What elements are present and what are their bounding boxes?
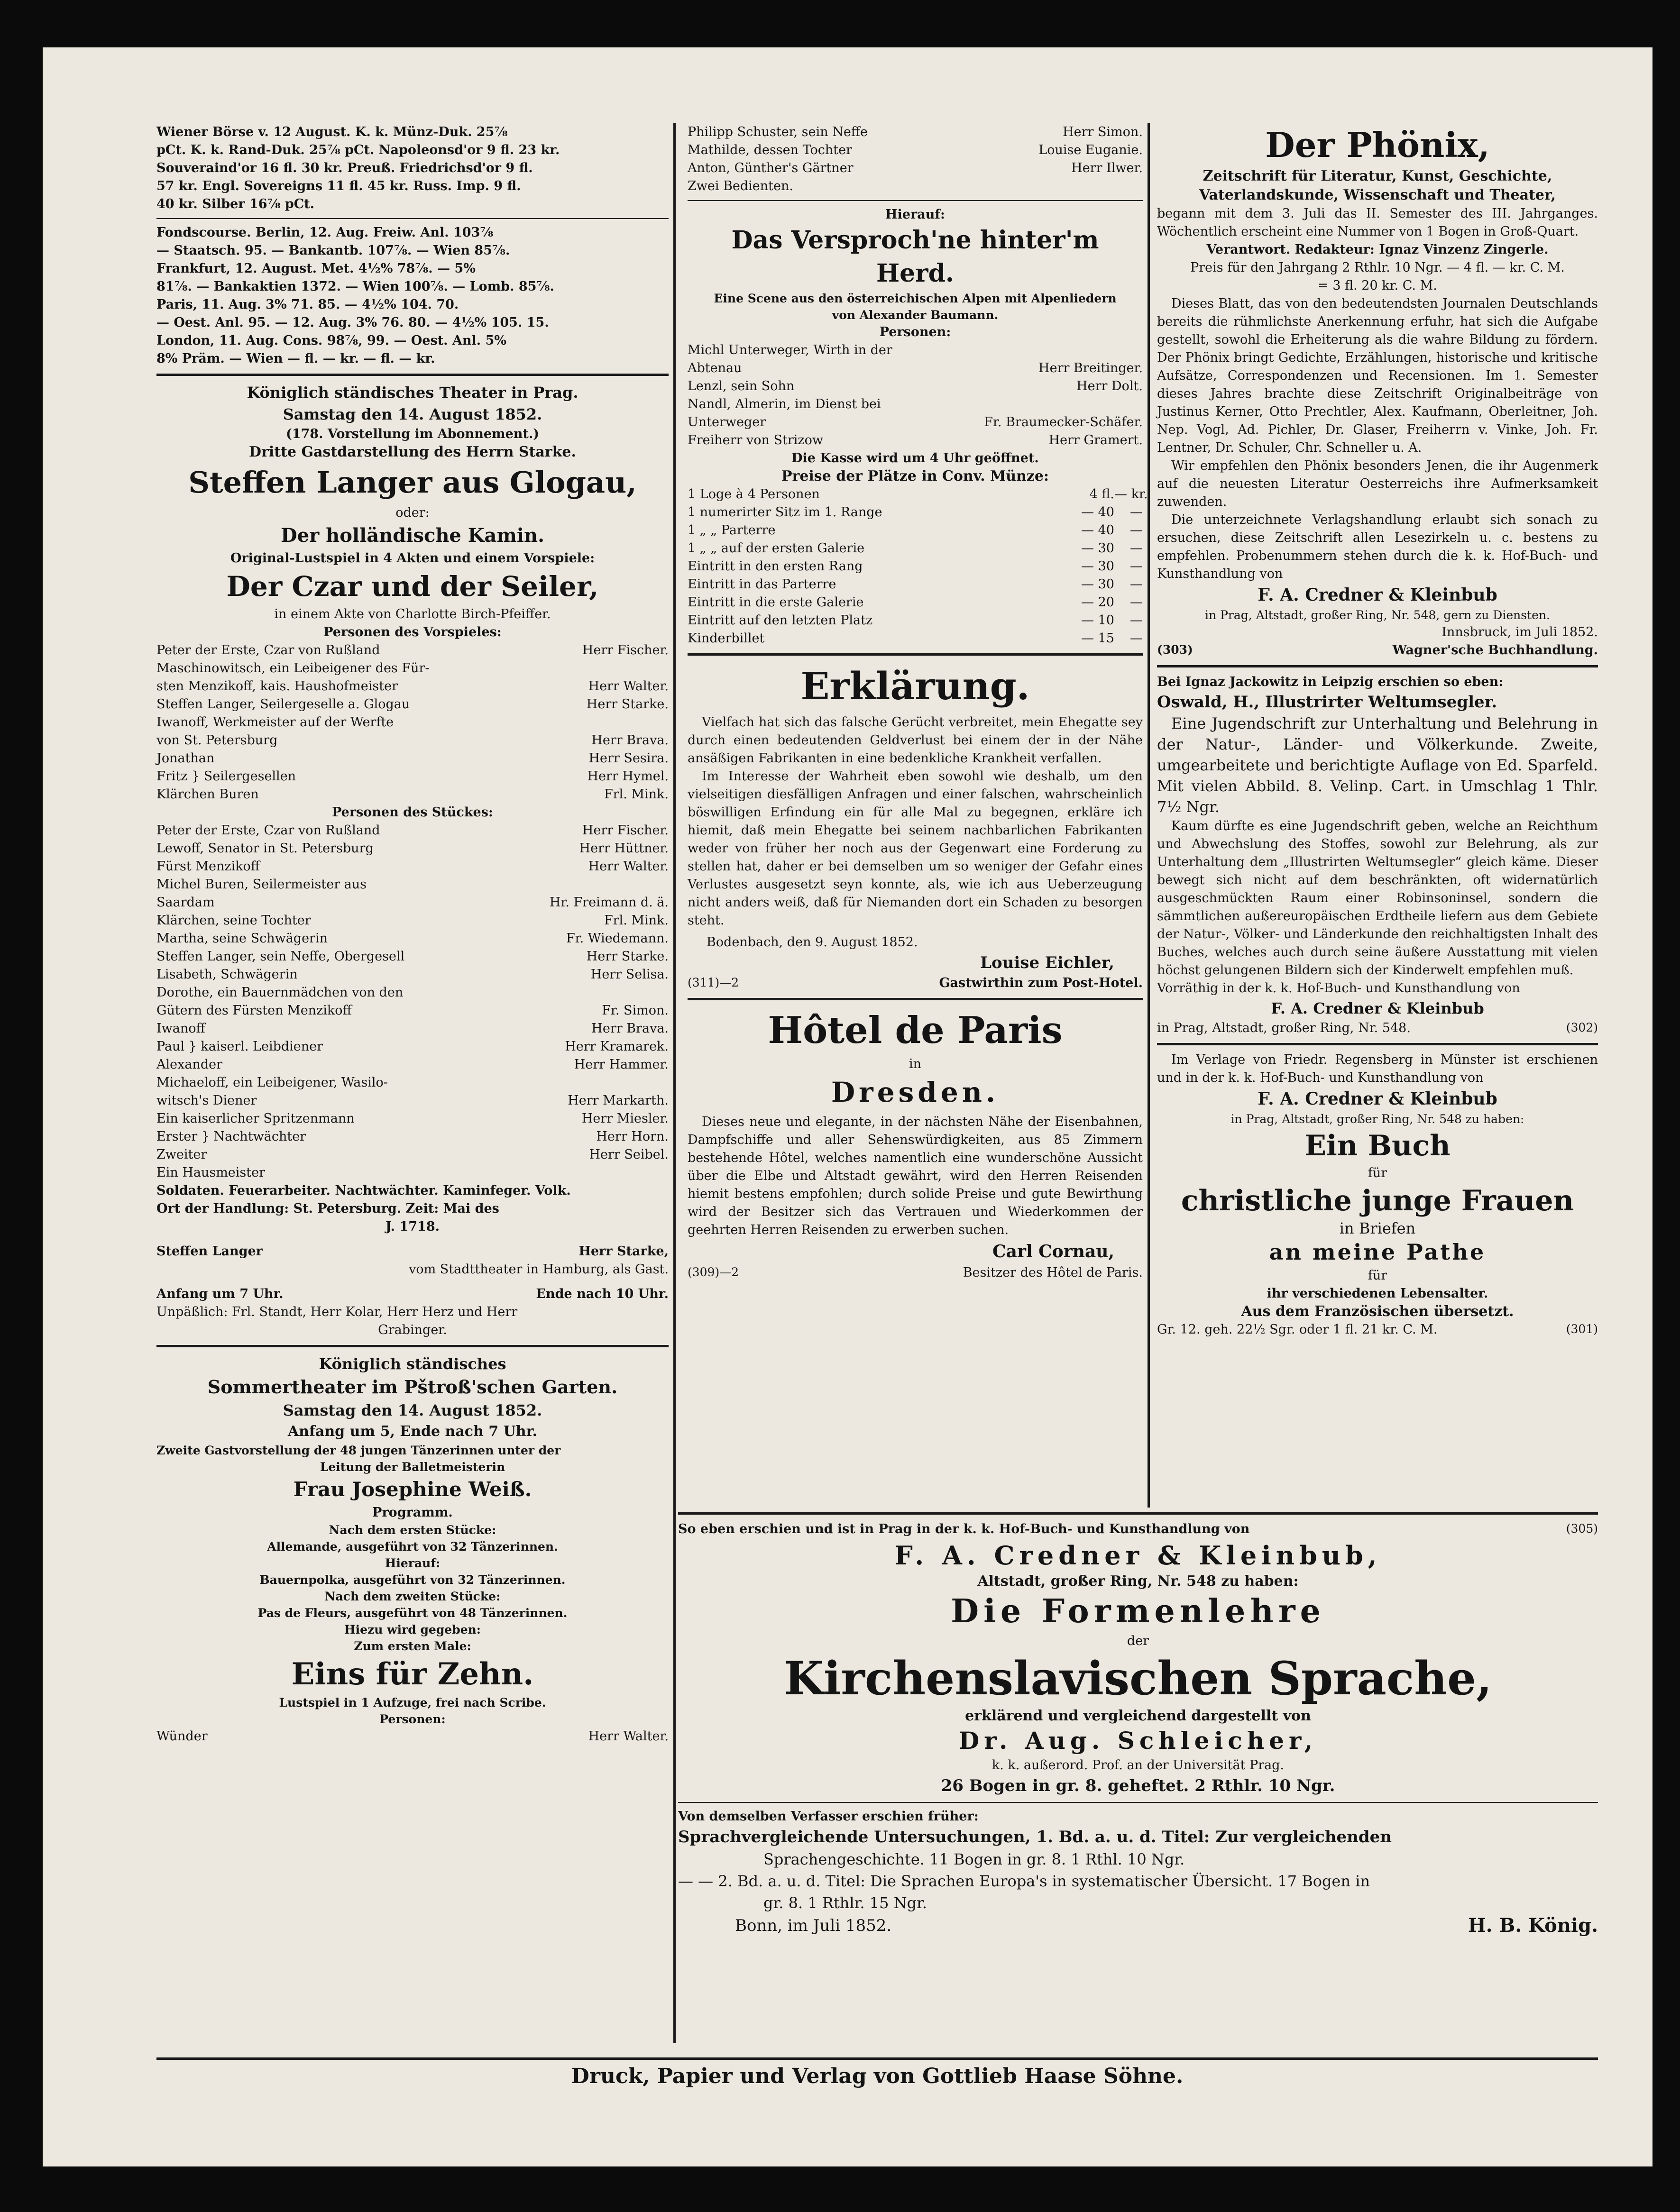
preis-line-2: = 3 fl. 20 kr. C. M. [1318, 278, 1437, 293]
fonds-line: Frankfurt, 12. August. Met. 4½% 78⅞. — 5% [156, 261, 476, 276]
cast-row: Klärchen Buren Frl. Mink. [156, 787, 669, 802]
preis-line: Preis für den Jahrgang 2 Rthlr. 10 Ngr. — 4 fl. — kr. C. M. [1190, 260, 1565, 275]
soldaten-line: Soldaten. Feuerarbeiter. Nachtwächter. Kaminfeger. Volk. [156, 1183, 571, 1198]
cast-row: Martha, seine Schwägerin Fr. Wiedemann. [156, 931, 669, 946]
christliche-title: christliche junge Frauen [1181, 1184, 1574, 1217]
zweite-line-2: Leitung der Balletmeisterin [320, 1460, 505, 1474]
boerse-section [156, 123, 669, 213]
phoenix-intro: begann mit dem 3. Juli das II. Semester des III. Jahrganges. Wöchentlich erscheint eine Nummer von 1 Bogen in Groß-Quart. [1157, 206, 1598, 239]
theater-date: Samstag den 14. August 1852. [283, 405, 542, 423]
erklaerend-line: erklärend und vergleichend dargestellt von [965, 1708, 1311, 1724]
cast-row: Steffen Langer Herr Starke, [156, 1244, 669, 1259]
cast-row: Erster } Nachtwächter Herr Horn. [156, 1129, 669, 1144]
divider [678, 1802, 1598, 1803]
price-row: 1 „ „ auf der ersten Galerie — 30 — [688, 541, 1143, 556]
fonds-line: — Staatsch. 95. — Bankantb. 107⅞. — Wien 85⅞. [156, 243, 510, 258]
cast-row: Iwanoff, Werkmeister auf der Werfte [156, 715, 394, 730]
programm-line: Nach dem zweiten Stücke: [324, 1590, 501, 1603]
play-title: Steffen Langer aus Glogau, [188, 465, 637, 500]
bogen-line: 26 Bogen in gr. 8. geheftet. 2 Rthlr. 10 Ngr. [941, 1776, 1335, 1795]
in-briefen: in Briefen [1339, 1219, 1416, 1237]
publisher-address: in Prag, Altstadt, großer Ring, Nr. 548 zu haben: [1230, 1112, 1524, 1126]
cast-row: Wünder Herr Walter. [156, 1729, 669, 1744]
programm-line: Pas de Fleurs, ausgeführt von 48 Tänzerinnen. [257, 1606, 568, 1620]
sommer-heading-2: Sommertheater im Pštroß'schen Garten. [207, 1376, 618, 1398]
fonds-line: Fondscourse. Berlin, 12. Aug. Freiw. Anl. 103⅞ [156, 225, 494, 240]
cast-row: Peter der Erste, Czar von Rußland Herr Fischer. [156, 823, 669, 838]
sommer-heading: Königlich ständisches [319, 1355, 506, 1373]
der-text: der [1127, 1634, 1149, 1648]
fonds-line: 81⅞. — Bankaktien 1372. — Wien 100⅞. — Lomb. 85⅞. [156, 279, 554, 294]
price-row: Eintritt auf den letzten Platz — 10 — [688, 613, 1143, 628]
phoenix-paragraph: Wir empfehlen den Phönix besonders Jenen, die ihr Augenmerk auf die neuesten Literatur Oesterreichs ihre Aufmerksamkeit zuwenden. [1157, 458, 1598, 509]
fuer-text: für [1368, 1166, 1387, 1180]
publisher-name: F. A. Credner & Kleinbub [1271, 999, 1484, 1017]
cast-row: von St. Petersburg Herr Brava. [156, 733, 669, 748]
fonds-line: London, 11. Aug. Cons. 98⅞, 99. — Oest. Anl. 5% [156, 333, 507, 348]
hierauf-text: Hierauf: [885, 207, 945, 222]
price-row: 1 numerirter Sitz im 1. Range — 40 — [688, 505, 1143, 520]
sommer-date: Samstag den 14. August 1852. [283, 1401, 542, 1419]
publisher-name: F. A. Credner & Kleinbub, [894, 1540, 1382, 1571]
cast-row: Paul } kaiserl. Leibdiener Herr Kramarek. [156, 1039, 669, 1054]
ein-buch-title: Ein Buch [1304, 1129, 1450, 1162]
cast-row: Nandl, Almerin, im Dienst bei [688, 397, 881, 411]
frueher-line: Von demselben Verfasser erschien früher: [678, 1809, 979, 1824]
cast-row: Steffen Langer, sein Neffe, Obergesell Herr Starke. [156, 949, 669, 964]
zweite-line: Zweite Gastvorstellung der 48 jungen Tänzerinnen unter der [156, 1444, 561, 1457]
stueck-cast-list [156, 822, 669, 1182]
book-title-2: Kirchenslavischen Sprache, [784, 1652, 1492, 1705]
oswald-title: Oswald, H., Illustrirter Weltumsegler. [1157, 693, 1497, 712]
boerse-line: 40 kr. Silber 16⅞ pCt. [156, 197, 315, 211]
cast-row: Lisabeth, Schwägerin Herr Selisa. [156, 967, 669, 982]
price-row: Eintritt in das Parterre — 30 — [688, 577, 1143, 592]
book-title: Die Formenlehre [951, 1592, 1325, 1630]
divider [156, 1345, 669, 1347]
unpass-line: Unpäßlich: Frl. Standt, Herr Kolar, Herr Herz und Herr [156, 1305, 518, 1319]
imprint-text: Druck, Papier und Verlag von Gottlieb Haase Söhne. [571, 2064, 1184, 2088]
erklaerung-title: Erklärung. [800, 664, 1030, 708]
vorraetig-line: Vorräthig in der k. k. Hof-Buch- und Kunsthandlung von [1157, 981, 1520, 996]
owner-name: Carl Cornau, [992, 1242, 1114, 1261]
fuer-text-2: für [1368, 1268, 1387, 1283]
fonds-line: — Oest. Anl. 95. — 12. Aug. 3% 76. 80. — 4½% 105. 15. [156, 315, 549, 330]
column-left [156, 123, 669, 2043]
divider [156, 374, 669, 376]
vorspiel-title: Der Czar und der Seiler, [226, 570, 599, 603]
time-row: Anfang um 7 Uhr. Ende nach 10 Uhr. [156, 1287, 669, 1301]
programm-line: Hiezu wird gegeben: [344, 1623, 481, 1636]
prof-line: k. k. außerord. Prof. an der Universität Prag. [991, 1758, 1285, 1773]
phoenix-subtitle-2: Vaterlandskunde, Wissenschaft und Theater, [1199, 187, 1556, 203]
preise-heading: Preise der Plätze in Conv. Münze: [781, 468, 1049, 484]
cast-row: Saardam Hr. Freimann d. ä. [156, 895, 669, 910]
eins-title: Eins für Zehn. [291, 1656, 534, 1692]
scene-line: Eine Scene aus den österreichischen Alpen mit Alpenliedern [714, 292, 1117, 305]
cast-row: Alexander Herr Hammer. [156, 1057, 669, 1072]
vorspiel-subtitle: in einem Akte von Charlotte Birch-Pfeiffer. [274, 607, 551, 622]
publisher-name: F. A. Credner & Kleinbub [1258, 585, 1497, 605]
stueck-cast-heading: Personen des Stückes: [332, 805, 493, 820]
steffen-note: vom Stadttheater in Hamburg, als Gast. [409, 1262, 669, 1277]
divider [1157, 665, 1598, 667]
phoenix-title: Der Phönix, [1265, 125, 1490, 165]
erklaerung-paragraph: Im Interesse der Wahrheit eben sowohl wie deshalb, um den vielseitigen diesfälligen Anfragen und einer falschen, wahrscheinlich böswilligen Erfindung ein für alle Mal zu begegnen, erkläre ich hiemit, daß mein Ehegatte bei seinem nachbarlichen Fabrikanten weder von früher her noch aus der Gegenwart eine Forderung zu stellen hat, daher er bei demselben um so weniger der Gefahr eines Verlustes ausgesetzt seyn konnte, als, wie ich aus Ueberzeugung nicht anders weiß, daß für Niemanden dort ein Schaden zu besorgen steht. [688, 769, 1143, 928]
divider [688, 200, 1143, 201]
wagner-row: (303) Wagner'sche Buchhandlung. [1157, 643, 1598, 658]
fonds-line: 8% Präm. — Wien — fl. — kr. — fl. — kr. [156, 351, 435, 366]
sprach-line-3: — — 2. Bd. a. u. d. Titel: Die Sprachen Europa's in systematischer Übersicht. 17 Bogen in [678, 1872, 1370, 1890]
book-advertisement [678, 1512, 1598, 2043]
cast-row: Mathilde, dessen Tochter Louise Euganie. [688, 143, 1143, 157]
cast-row: Michel Buren, Seilermeister aus [156, 877, 367, 892]
author-name: Dr. Aug. Schleicher, [958, 1727, 1318, 1755]
lustspiel-line: Lustspiel in 1 Aufzuge, frei nach Scribe. [279, 1696, 546, 1709]
phoenix-subtitle: Zeitschrift für Literatur, Kunst, Geschichte, [1203, 168, 1552, 184]
phoenix-paragraph: Dieses Blatt, das von den bedeutendsten Journalen Deutschlands bereits die rühmlichste Anerkennung erfuhr, hat sich die Aufgabe gestellt, sowohl die Erheiterung als die wahre Bildung zu fördern. Der Phönix bringt Gedichte, Erzählungen, historische und kritische Aufsätze, Correspondenzen und Recensionen. Im 1. Semester dieses Jahres brachte diese Zeitschrift Originalbeiträge von Justinus Kerner, Otto Prechtler, Alex. Kaufmann, Oberleitner, Joh. Nep. Vogl, Ad. Pichler, Dr. Glaser, Freiherrn v. Vinke, Joh. Fr. Lentner, Dr. Schuler, Chr. Schneller u. A. [1157, 296, 1598, 455]
scene-line-2: von Alexander Baumann. [832, 308, 999, 322]
cast-row: Lewoff, Senator in St. Petersburg Herr Hüttner. [156, 841, 669, 856]
cast-row: Lenzl, sein Sohn Herr Dolt. [688, 379, 1143, 393]
cast-row: Dorothe, ein Bauernmädchen von den [156, 985, 404, 1000]
fonds-section [156, 224, 669, 368]
boerse-line: pCt. K. k. Rand-Duk. 25⅞ pCt. Napoleonsd'or 9 fl. 23 kr. [156, 143, 560, 157]
cast-row: Abtenau Herr Breitinger. [688, 361, 1143, 375]
programm-line: Allemande, ausgeführt von 32 Tänzerinnen. [267, 1540, 558, 1554]
intro-row: So eben erschien und ist in Prag in der k. k. Hof-Buch- und Kunsthandlung von (305) [678, 1522, 1598, 1536]
cast-row: Zwei Bedienten. [688, 179, 793, 193]
oswald-paragraph: Eine Jugendschrift zur Unterhaltung und Belehrung in der Natur-, Länder- und Völkerkunde. Zweite, umgearbeitete und berichtigte Auflage von Ed. Sparfeld. Mit vielen Abbild. 8. Velinp. Cart. in Umschlag 1 Thlr. 7½ Ngr. [1157, 714, 1598, 816]
cast-row: Fürst Menzikoff Herr Walter. [156, 859, 669, 874]
regensberg-paragraph: Im Verlage von Friedr. Regensberg in Münster ist erschienen und in der k. k. Hof-Buch- und Kunsthandlung von [1157, 1052, 1598, 1085]
column-rule [673, 123, 676, 2043]
ort-line-2: J. 1718. [385, 1219, 440, 1234]
divider [156, 218, 669, 219]
dresden-title: Dresden. [831, 1076, 1000, 1108]
sommer-time: Anfang um 5, Ende nach 7 Uhr. [287, 1423, 538, 1440]
kaum-paragraph: Kaum dürfte es eine Jugendschrift geben, welche an Reichthum und Abwechslung des Stoffes, sowohl zur Belehrung, als zur Unterhaltung dem „Illustrirten Weltumsegler“ gleich käme. Dieser bewegt sich nicht auf dem beschränkten, oft widernatürlich ausgeschmückten Raum einer Robinsoninsel, sondern die sämmtlichen außereuropäischen Erdtheile liefern aus dem Gebiete der Natur-, Völker- und Länderkunde den reichhaltigsten Inhalt des Buches, welches auch durch seine äußere Ausstattung mit vielen höchst gelungenen Bildern sich der Kinderwelt empfehlen muß. [1157, 819, 1598, 978]
cast-row: Fritz } Seilergesellen Herr Hymel. [156, 769, 669, 784]
oder-text: oder: [395, 505, 430, 520]
programm-line: Bauernpolka, ausgeführt von 32 Tänzerinnen. [259, 1573, 566, 1587]
divider [1157, 1043, 1598, 1045]
owner-row: (309)—2 Besitzer des Hôtel de Paris. [688, 1265, 1143, 1280]
cast-row: Steffen Langer, Seilergeselle a. Glogau Herr Starke. [156, 697, 669, 712]
cast-row: Unterweger Fr. Braumecker-Schäfer. [688, 415, 1143, 430]
cast-row: Gütern des Fürsten Menzikoff Fr. Simon. [156, 1003, 669, 1018]
cast-row: Michl Unterweger, Wirth in der [688, 343, 892, 357]
programm-line: Hierauf: [385, 1556, 441, 1570]
vorspiel-cast-list [156, 641, 669, 804]
innsbruck-line: Innsbruck, im Juli 1852. [1441, 625, 1598, 640]
price-row: 1 Loge à 4 Personen 4 fl. — kr. [688, 487, 1148, 502]
programm-line: Zum ersten Male: [354, 1639, 471, 1653]
programm-line: Nach dem ersten Stücke: [329, 1523, 496, 1537]
personen-heading: Personen: [879, 325, 951, 339]
unpass-line-2: Grabinger. [378, 1323, 447, 1337]
lebensalter-line: ihr verschiedenen Lebensalter. [1267, 1286, 1488, 1301]
vorstellung: (178. Vorstellung im Abonnement.) [285, 427, 540, 441]
play-subtitle: Der holländische Kamin. [281, 524, 544, 547]
sprach-line-4: gr. 8. 1 Rthlr. 15 Ngr. [763, 1894, 927, 1912]
phoenix-paragraph: Die unterzeichnete Verlagshandlung erlaubt sich sonach zu ersuchen, diese Zeitschrift allen Lesezirkeln u. c. bestens zu empfehlen. Probenummern stehen durch die k. k. Hof-Buch- und Kunsthandlung von [1157, 512, 1598, 581]
sprach-line: Sprachvergleichende Untersuchungen, 1. Bd. a. u. d. Titel: Zur vergleichenden [678, 1828, 1392, 1846]
cast-row: Jonathan Herr Sesira. [156, 751, 669, 766]
cast-row: Freiherr von Strizow Herr Gramert. [688, 433, 1143, 448]
redakteur-line: Verantwort. Redakteur: Ignaz Vinzenz Zingerle. [1206, 242, 1549, 257]
kasse-line: Die Kasse wird um 4 Uhr geöffnet. [791, 451, 1039, 466]
cast-row: Klärchen, seine Tochter Frl. Mink. [156, 913, 669, 928]
divider [688, 653, 1143, 656]
price-row: 1 „ „ Parterre — 40 — [688, 523, 1143, 538]
frau-name: Frau Josephine Weiß. [293, 1478, 532, 1501]
vorspiel-cast-heading: Personen des Vorspieles: [323, 625, 502, 640]
sprach-line-2: Sprachengeschichte. 11 Bogen in gr. 8. 1 Rthl. 10 Ngr. [763, 1850, 1185, 1868]
column-right [1157, 123, 1598, 1508]
cast-row: Zweiter Herr Seibel. [156, 1147, 669, 1162]
price-row: Kinderbillet — 15 — [688, 631, 1143, 646]
cast-row: sten Menzikoff, kais. Haushofmeister Herr Walter. [156, 679, 669, 694]
divider [688, 998, 1143, 1000]
price-row: Eintritt in die erste Galerie — 20 — [688, 595, 1143, 610]
publisher-address: in Prag, Altstadt, großer Ring, Nr. 548, gern zu Diensten. [1205, 608, 1550, 622]
original-line: Original-Lustspiel in 4 Akten und einem Vorspiele: [230, 551, 595, 566]
uebersetzt-line: Aus dem Französischen übersetzt. [1241, 1303, 1514, 1320]
boerse-line: 57 kr. Engl. Sovereigns 11 fl. 45 kr. Russ. Imp. 9 fl. [156, 179, 521, 193]
boerse-line: Souveraind'or 16 fl. 30 kr. Preuß. Friedrichsd'or 9 fl. [156, 161, 533, 175]
cast-row: witsch's Diener Herr Markarth. [156, 1093, 669, 1108]
personen-heading: Personen: [379, 1712, 446, 1726]
cast-row: Anton, Günther's Gärtner Herr Ilwer. [688, 161, 1143, 175]
cast-row: Michaeloff, ein Leibeigener, Wasilo- [156, 1075, 388, 1090]
cast-row: Ein Hausmeister [156, 1165, 266, 1180]
play-title: Das Versproch'ne hinter'm [731, 226, 1099, 255]
programm-heading: Programm. [372, 1505, 453, 1520]
ort-datum: Bodenbach, den 9. August 1852. [707, 935, 918, 950]
hotel-paragraph: Dieses neue und elegante, in der nächsten Nähe der Eisenbahnen, Dampfschiffe und aller Sehenswürdigkeiten, aus 85 Zimmern bestehende Hôtel, welches namentlich eine wunderschöne Aussicht über die Elbe und Altstadt gewährt, wird den Herren Reisenden hiemit bestens empfohlen; durch solide Preise und gute Bewirthung wird der Besitzer sich das Vertrauen und Wiederkommen der geehrten Herren Reisenden zu erwerben suchen. [688, 1115, 1143, 1237]
jackowitz-line: Bei Ignaz Jackowitz in Leipzig erschien so eben: [1157, 675, 1504, 689]
play-title-2: Herd. [876, 259, 955, 288]
gast-line: Dritte Gastdarstellung des Herrn Starke. [249, 444, 576, 460]
publisher-row: in Prag, Altstadt, großer Ring, Nr. 548. (302) [1157, 1021, 1598, 1035]
divider [678, 1512, 1598, 1515]
price-row: Gr. 12. geh. 22½ Sgr. oder 1 fl. 21 kr. C. M. (301) [1157, 1322, 1598, 1337]
signature-row: (311)—2 Gastwirthin zum Post-Hotel. [688, 976, 1143, 990]
signature: Louise Eichler, [980, 953, 1114, 972]
hotel-title: Hôtel de Paris [768, 1009, 1063, 1052]
publisher-name: F. A. Credner & Kleinbub [1258, 1089, 1497, 1109]
boerse-line: Wiener Börse v. 12 August. K. k. Münz-Duk. 25⅞ [156, 125, 508, 139]
erklaerung-paragraph: Vielfach hat sich das falsche Gerücht verbreitet, mein Ehegatte sey durch einen bedeutenden Geldverlust bei einem der in der Nähe ansäßigen Fabrikanten in eine bedenkliche Krankheit verfallen. [688, 715, 1143, 766]
column-rule [1148, 123, 1150, 1508]
cast-row: Ein kaiserlicher Spritzenmann Herr Miesler. [156, 1111, 669, 1126]
in-text: in [909, 1057, 922, 1071]
bonn-row: Bonn, im Juli 1852. H. B. König. [735, 1914, 1598, 1937]
imprint-footer [156, 2057, 1598, 2093]
fonds-line: Paris, 11. Aug. 3% 71. 85. — 4½% 104. 70. [156, 297, 459, 312]
publisher-address: Altstadt, großer Ring, Nr. 548 zu haben: [977, 1573, 1299, 1590]
theater-heading: Königlich ständisches Theater in Prag. [247, 384, 578, 402]
cast-row: Maschinowitsch, ein Leibeigener des Für- [156, 661, 430, 676]
cast-row: Peter der Erste, Czar von Rußland Herr Fischer. [156, 643, 669, 658]
ort-line: Ort der Handlung: St. Petersburg. Zeit: Mai des [156, 1201, 499, 1216]
price-row: Eintritt in den ersten Rang — 30 — [688, 559, 1143, 574]
an-meine-title: an meine Pathe [1269, 1239, 1486, 1265]
newspaper-page [43, 47, 1652, 2166]
cast-row: Philipp Schuster, sein Neffe Herr Simon. [688, 125, 1143, 139]
cast-row: Iwanoff Herr Brava. [156, 1021, 669, 1036]
